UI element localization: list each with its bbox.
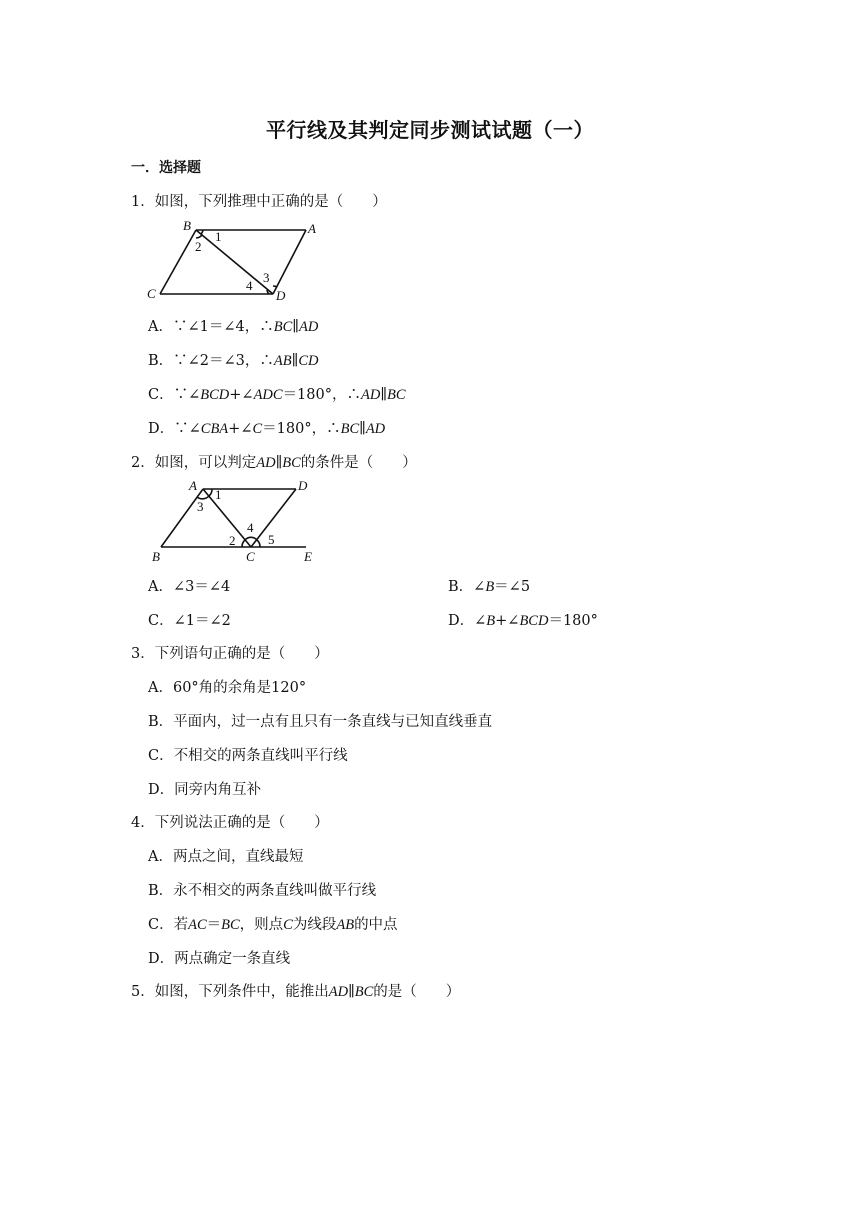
q1-option-b-text: B．∵∠2＝∠3，∴ [148,353,274,369]
q2-option-a-text: A．∠3＝∠4 [148,579,231,595]
q2-option-d[interactable] [448,609,598,630]
q1-option-d-math-3: BC∥AD [340,421,386,437]
q1-option-a-math: BC∥AD [273,319,319,335]
q1-option-c[interactable] [148,383,406,404]
q4-option-b[interactable]: B．永不相交的两条直线叫做平行线 [148,883,377,899]
fig1-label-C: C [147,286,156,301]
q1-option-c-math-3: AD∥BC [361,387,406,403]
q4-option-c-text: C．若 [148,917,189,933]
question-1-stem: 1．如图，下列推理中正确的是（ ） [131,194,387,210]
fig2-label-A: A [189,478,197,493]
q1-option-a-text: A．∵∠1＝∠4，∴ [148,319,274,335]
fig1-label-3: 3 [263,270,270,285]
q2-option-a[interactable] [148,575,230,596]
q3-option-a[interactable]: A．60°角的余角是120° [148,680,307,696]
q4-option-c-text-3: ，则点 [239,917,284,933]
question-3-stem: 3．下列语句正确的是（ ） [131,646,329,662]
q4-option-c-math: AC [188,917,207,933]
q1-option-d-text-3: ＝180°，∴ [262,421,341,437]
q2-option-b[interactable] [448,575,530,596]
section-heading: 一．选择题 [131,160,201,176]
fig1-label-2: 2 [195,239,202,254]
fig2-label-3: 3 [197,499,204,514]
question-2-stem [131,451,417,472]
question-2-stem-math: AD∥BC [256,455,301,471]
fig1-label-B: B [183,218,191,233]
q1-option-b-math: AB∥CD [273,353,319,369]
fig2-label-4: 4 [247,520,254,535]
q2-option-d-text-3: ＝180° [548,613,598,629]
fig2-label-D: D [298,478,308,493]
q1-option-d-math-2: C [252,421,263,437]
q1-option-a[interactable] [148,315,318,336]
q2-option-b-text: B．∠ [448,579,486,595]
q2-option-d-math-2: BCD [519,613,549,629]
q1-option-d-math: CBA [200,421,229,437]
fig1-label-4: 4 [246,278,253,293]
fig2-label-5: 5 [268,532,275,547]
q2-option-b-text-2: ＝∠5 [494,579,531,595]
q1-option-c-text-2: +∠ [229,387,254,403]
q2-option-d-text: D．∠ [448,613,487,629]
fig2-label-E: E [304,549,312,564]
q1-option-d-text-2: +∠ [228,421,253,437]
q3-option-c[interactable]: C．不相交的两条直线叫平行线 [148,748,348,764]
fig1-label-D: D [276,288,286,303]
q1-option-c-math-2: ADC [253,387,283,403]
q1-option-c-text-3: ＝180°，∴ [282,387,361,403]
fig2-label-B: B [152,549,160,564]
page-title: 平行线及其判定同步测试试题（一） [266,118,594,142]
question-2-stem-text-2: 的条件是（ ） [300,455,417,471]
q1-option-d[interactable] [148,417,385,438]
q4-option-c-text-2: ＝ [206,917,222,933]
fig1-label-A: A [308,221,316,236]
q1-option-b[interactable] [148,349,318,370]
q4-option-d[interactable]: D．两点确定一条直线 [148,951,291,967]
q4-option-c-text-5: 的中点 [354,917,398,933]
q2-option-b-math: B [485,579,495,595]
fig1-label-1: 1 [215,229,222,244]
fig2-label-C: C [246,549,255,564]
question-5-stem-text: 5．如图，下列条件中，能推出 [131,984,329,1000]
fig2-label-2: 2 [229,533,236,548]
q1-option-c-text: C．∵∠ [148,387,201,403]
q2-option-c-text: C．∠1＝∠2 [148,613,231,629]
q1-option-c-math: BCD [200,387,230,403]
q4-option-c-math-3: C [283,917,293,933]
question-1-figure [140,214,340,306]
q1-option-d-text: D．∵∠ [148,421,201,437]
q4-option-c-math-2: BC [221,917,240,933]
q4-option-c[interactable] [148,913,398,934]
q4-option-a[interactable]: A．两点之间，直线最短 [148,849,304,865]
fig2-label-1: 1 [215,487,222,502]
q2-option-d-text-2: +∠ [495,613,520,629]
question-5-stem-text-2: 的是（ ） [373,984,461,1000]
q4-option-c-math-4: AB [336,917,355,933]
question-5-stem [131,980,460,1001]
question-5-stem-math: AD∥BC [328,984,374,1000]
question-4-stem: 4．下列说法正确的是（ ） [131,815,329,831]
question-2-figure [145,474,330,566]
q4-option-c-text-4: 为线段 [292,917,337,933]
q3-option-b[interactable]: B．平面内，过一点有且只有一条直线与已知直线垂直 [148,714,493,730]
q2-option-c[interactable] [148,609,231,630]
question-2-stem-text: 2．如图，可以判定 [131,455,257,471]
q3-option-d[interactable]: D．同旁内角互补 [148,782,262,798]
q2-option-d-math: B [486,613,496,629]
